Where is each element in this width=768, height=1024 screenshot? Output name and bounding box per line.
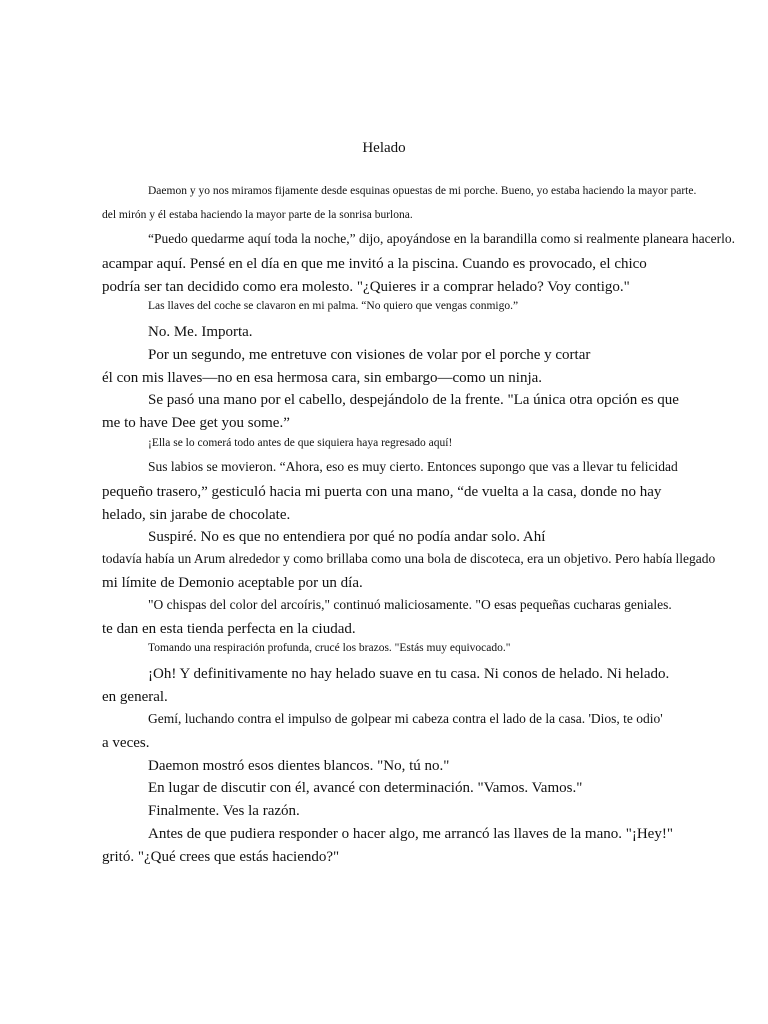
text-line: Finalmente. Ves la razón. [148, 803, 300, 819]
text-line: pequeño trasero,” gesticuló hacia mi puerta con una mano, “de vuelta a la casa, donde no hay [102, 484, 662, 500]
text-line: mi límite de Demonio aceptable por un día. [102, 575, 363, 591]
text-line: Daemon mostró esos dientes blancos. "No, tú no." [148, 758, 450, 774]
text-line: ¡Oh! Y definitivamente no hay helado suave en tu casa. Ni conos de helado. Ni helado. [148, 666, 670, 682]
text-line: todavía había un Arum alrededor y como brillaba como una bola de discoteca, era un objetivo. Pero había llegado [102, 551, 716, 566]
text-line: acampar aquí. Pensé en el día en que me invitó a la piscina. Cuando es provocado, el chico [102, 256, 647, 272]
text-line: Gemí, luchando contra el impulso de golpear mi cabeza contra el lado de la casa. 'Dios, te odio' [148, 711, 663, 726]
text-line: te dan en esta tienda perfecta en la ciudad. [102, 621, 356, 637]
text-line: del mirón y él estaba haciendo la mayor parte de la sonrisa burlona. [102, 209, 413, 221]
text-line: ¡Ella se lo comerá todo antes de que siquiera haya regresado aquí! [148, 437, 453, 449]
text-line: Sus labios se movieron. “Ahora, eso es muy cierto. Entonces supongo que vas a llevar tu felicidad [148, 459, 678, 474]
text-line: helado, sin jarabe de chocolate. [102, 507, 291, 523]
text-line: Por un segundo, me entretuve con visiones de volar por el porche y cortar [148, 347, 591, 363]
document-title: Helado [362, 140, 406, 156]
text-line: Se pasó una mano por el cabello, despejándolo de la frente. "La única otra opción es que [148, 392, 679, 408]
text-line: él con mis llaves—no en esa hermosa cara, sin embargo—como un ninja. [102, 370, 543, 386]
text-line: Tomando una respiración profunda, crucé los brazos. "Estás muy equivocado." [148, 642, 511, 654]
text-line: gritó. "¿Qué crees que estás haciendo?" [102, 849, 340, 865]
text-line: "O chispas del color del arcoíris," continuó maliciosamente. "O esas pequeñas cucharas geniales. [148, 597, 672, 612]
text-line: Las llaves del coche se clavaron en mi palma. “No quiero que vengas conmigo.” [148, 300, 519, 312]
text-line: “Puedo quedarme aquí toda la noche,” dijo, apoyándose en la barandilla como si realmente planeara hacerlo. [148, 231, 736, 246]
text-line: Daemon y yo nos miramos fijamente desde esquinas opuestas de mi porche. Bueno, yo estaba haciendo la mayor parte. [148, 185, 697, 197]
text-line: En lugar de discutir con él, avancé con determinación. "Vamos. Vamos." [148, 780, 583, 796]
text-line: me to have Dee get you some.” [102, 415, 290, 431]
text-line: podría ser tan decidido como era molesto. "¿Quieres ir a comprar helado? Voy contigo." [102, 279, 630, 295]
text-line: en general. [102, 689, 168, 705]
text-line: Suspiré. No es que no entendiera por qué no podía andar solo. Ahí [148, 529, 546, 545]
text-line: No. Me. Importa. [148, 324, 253, 340]
text-line: Antes de que pudiera responder o hacer algo, me arrancó las llaves de la mano. "¡Hey!" [148, 826, 673, 842]
text-line: a veces. [102, 735, 150, 751]
